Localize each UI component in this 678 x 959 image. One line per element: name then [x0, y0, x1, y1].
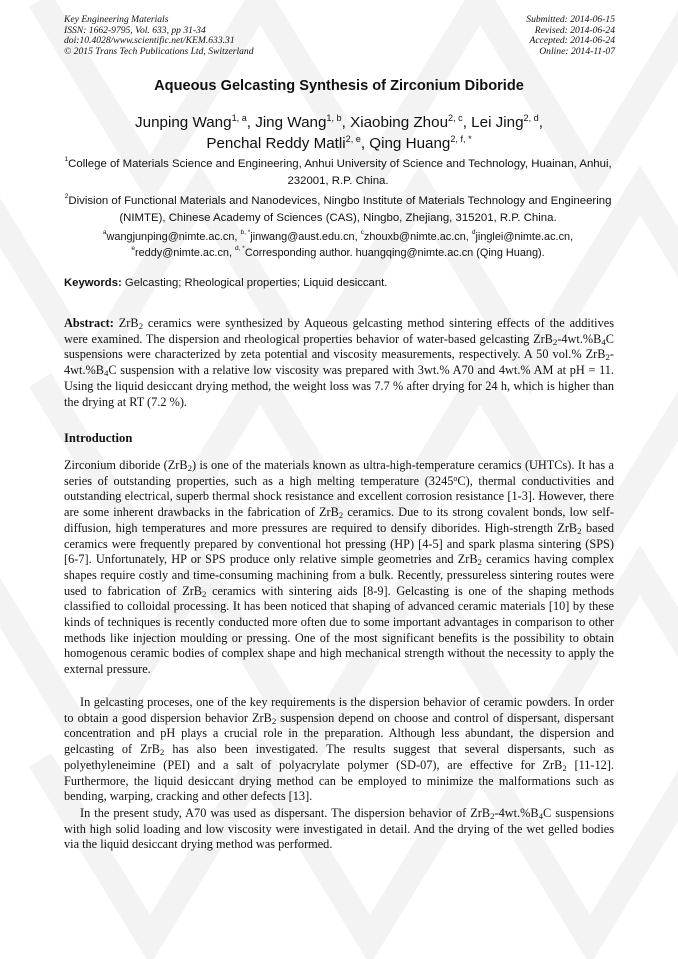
text-run: [11-12]. Furthermore, the liquid desiccant drying method can be employed to minimize the malformations such as bending, warping, cracking and other defects [13].: [64, 757, 614, 804]
superscript: o: [453, 473, 458, 483]
subscript: 2: [159, 747, 165, 758]
copyright-line: © 2015 Trans Tech Publications Ltd, Switzerland: [64, 45, 254, 57]
subscript: 2: [490, 811, 495, 821]
text-run: Zirconium diboride (ZrB: [64, 458, 188, 472]
text-run: ceramics with sintering aids [8-9]. Gelcasting is one of the shaping methods classified to colloidal processing. It has been noticed that shaping of advanced ceramic materials [10] by these kinds of techniques is recently conducted more often due to some important advantages in comparison to other methods like injection moulding or pressing. One of the most significant benefits is the possibility to obtain homogenous ceramic bodies of complex shape and high mechanical strength without the necessity to apply the external pressure.: [64, 583, 614, 677]
subscript: 2: [138, 321, 143, 331]
online-date: Online: 2014-11-07: [539, 45, 615, 57]
author-line-1: Junping Wang$^{1, a}$, Jing Wang$^{1, b}$, Xiaobing Zhou$^{2, c}$, Lei Jing$^{2, d}$,: [135, 113, 543, 131]
accepted-date: Accepted: 2014-06-24: [529, 35, 615, 47]
email-link[interactable]: reddy@nimte.ac.cn,: [134, 247, 236, 259]
author-name: Penchal Reddy Matli: [206, 135, 346, 152]
author-list: [0, 112, 678, 154]
email-link[interactable]: zhouxb@nimte.ac.cn,: [363, 231, 472, 243]
email-marker: b, *: [240, 229, 251, 236]
abstract-text: [64, 316, 614, 409]
intro-paragraph-2: [64, 695, 614, 805]
email-link[interactable]: wangjunping@nimte.ac.cn,: [106, 231, 241, 243]
text-run: In gelcasting proceses, one of the key requirements is the dispersion behavior of ceramic powders. In order to obtain a good dispersion behavior ZrB: [64, 695, 614, 725]
author-name: Qing Huang: [369, 135, 451, 152]
affiliation-1: [62, 156, 614, 189]
text-run: ZrB: [113, 316, 139, 330]
text-run: -4wt.%B: [64, 347, 614, 378]
author-line-2: Penchal Reddy Matli$^{2, e}$, Qing Huang$^{2, f, *}$: [206, 134, 472, 152]
submission-dates: [526, 15, 615, 57]
email-marker: e: [131, 245, 135, 252]
email-line-1: [62, 229, 614, 245]
author-affiliation-marker: 1, a: [231, 113, 247, 123]
text-run: ceramics. Due to its strong covalent bonds, low self-diffusion, high temperatures and more pressures are required to densify diborides. High-strength ZrB: [64, 505, 614, 535]
abstract-label: Abstract:: [64, 316, 114, 330]
abstract: [64, 316, 614, 410]
section-heading-introduction: Introduction: [64, 431, 133, 445]
text-run: C suspension with a relative low viscosity was prepared with 3wt.% A70 and 4wt.% AM at pH = 11. Using the liquid desiccant drying method, the weight loss was 7.7 % after drying for 24 h, which is higher than the drying at RT (7.2 %).: [64, 363, 614, 409]
revised-date: Revised: 2014-06-24: [534, 24, 615, 36]
keywords: [64, 277, 387, 289]
email-link[interactable]: jinglei@nimte.ac.cn,: [475, 231, 574, 243]
subscript: 2: [477, 557, 482, 568]
text-run: C suspensions with high solid loading and low viscosity were investigated in detail. And the drying of the wet gelled bodies via the liquid desiccant drying method was performed.: [64, 806, 614, 852]
subscript: 2: [187, 463, 192, 473]
subscript: 2: [271, 715, 277, 726]
text-run: ceramics were synthesized by Aqueous gelcasting method sintering effects of the additives were examined. The dispersion and rheological properties behavior of water-based gelcasting ZrB: [64, 316, 614, 346]
paper-title: Aqueous Gelcasting Synthesis of Zirconium Diboride: [154, 78, 524, 94]
subscript: 4: [601, 336, 606, 347]
affiliation-marker: 2: [64, 193, 69, 200]
text-run: In the present study, A70 was used as dispersant. The dispersion behavior of ZrB: [80, 806, 491, 820]
subscript: 2: [562, 762, 567, 773]
text-run: C suspensions were characterized by zeta potential and viscosity measurements, respectively. A 50 vol.% ZrB: [64, 331, 614, 362]
journal-info: [64, 15, 254, 57]
author-name: Lei Jing: [471, 114, 524, 131]
author-affiliation-marker: 2, c: [448, 113, 463, 123]
text-run: -4wt.%B: [494, 806, 539, 820]
text-run: has also been investigated. The results suggest that several dispersants, such as polyethyleneimine (PEI) and a salt of polyacrylate polymer (SD-07), are effective for ZrB: [64, 742, 614, 772]
text-run: -4wt.%B: [557, 331, 602, 346]
subscript: 4: [103, 368, 109, 379]
author-affiliation-marker: 2, f, *: [450, 134, 472, 144]
text-run: suspension depend on choose and control of dispersant, dispersant concentration and pH plays a crucial role in the preparation. Although less abundant, the dispersion and gelcasting of ZrB: [64, 710, 615, 757]
affiliation-2: [62, 193, 614, 226]
submitted-date: Submitted: 2014-06-15: [526, 14, 615, 25]
subscript: 2: [338, 510, 344, 521]
text-run: based ceramics were frequently prepared by conventional hot pressing (HP) [4-5] and spark plasma sintering (SPS) [6-7]. Unfortunately, HP or SPS produce only relative simple geometries and ZrB: [64, 520, 614, 567]
subscript: 4: [538, 811, 543, 821]
journal-name: Key Engineering Materials: [64, 14, 169, 25]
intro-paragraph-1: [64, 458, 614, 678]
email-line-2: [62, 245, 614, 261]
subscript: 2: [202, 588, 207, 599]
subscript: 2: [552, 336, 558, 347]
email-marker: a: [102, 229, 107, 236]
email-marker: d, *: [235, 245, 245, 252]
doi-line: doi:10.4028/www.scientific.net/KEM.633.31: [64, 35, 235, 47]
keywords-text: Gelcasting; Rheological properties; Liquid desiccant.: [124, 277, 388, 289]
corresponding-author: Corresponding author. huangqing@nimte.ac.cn (Qing Huang).: [244, 247, 545, 259]
text-run: C), thermal conductivities and outstanding electrical, superb thermal shock resistance and excellent corrosion resistance [1-3]. However, there are some inherent drawbacks in the fabrication of ZrB: [64, 473, 614, 520]
author-affiliation-marker: 1, b: [326, 113, 342, 123]
author-affiliation-marker: 2, e: [345, 134, 361, 144]
author-name: Junping Wang: [135, 114, 232, 131]
email-marker: d: [471, 229, 476, 236]
affiliation-text: Division of Functional Materials and Nanodevices, Ningbo Institute of Materials Technology and Engineering (NIMTE), Chinese Academy of Sciences (CAS), Ningbo, Zhejiang, 315201, R.P. China.: [68, 195, 612, 224]
issn-line: ISSN: 1662-9795, Vol. 633, pp 31-34: [64, 24, 206, 36]
affiliation-text: College of Materials Science and Engineering, Anhui University of Science and Technology, Huainan, Anhui, 232001, R.P. China.: [68, 158, 612, 187]
text-run: ) is one of the materials known as ultra-high-temperature ceramics (UHTCs). It has a series of outstanding properties, such as a high melting temperature (3245: [64, 458, 614, 488]
email-link[interactable]: jinwang@aust.edu.cn,: [250, 231, 361, 243]
subscript: 2: [605, 352, 610, 363]
author-name: Jing Wang: [255, 114, 327, 131]
text-run: ceramics having complex shapes require costly and time-consuming machining from a bulk. Recently, pressureless sintering routes were used to fabrication of ZrB: [64, 552, 614, 598]
email-list: [62, 229, 614, 261]
author-name: Xiaobing Zhou: [350, 114, 449, 131]
author-affiliation-marker: 2, d: [523, 113, 539, 123]
email-marker: c: [360, 229, 364, 236]
affiliation-marker: 1: [64, 156, 69, 163]
subscript: 2: [577, 525, 582, 536]
intro-paragraph-3: [64, 806, 614, 853]
keywords-label: Keywords:: [64, 277, 122, 289]
